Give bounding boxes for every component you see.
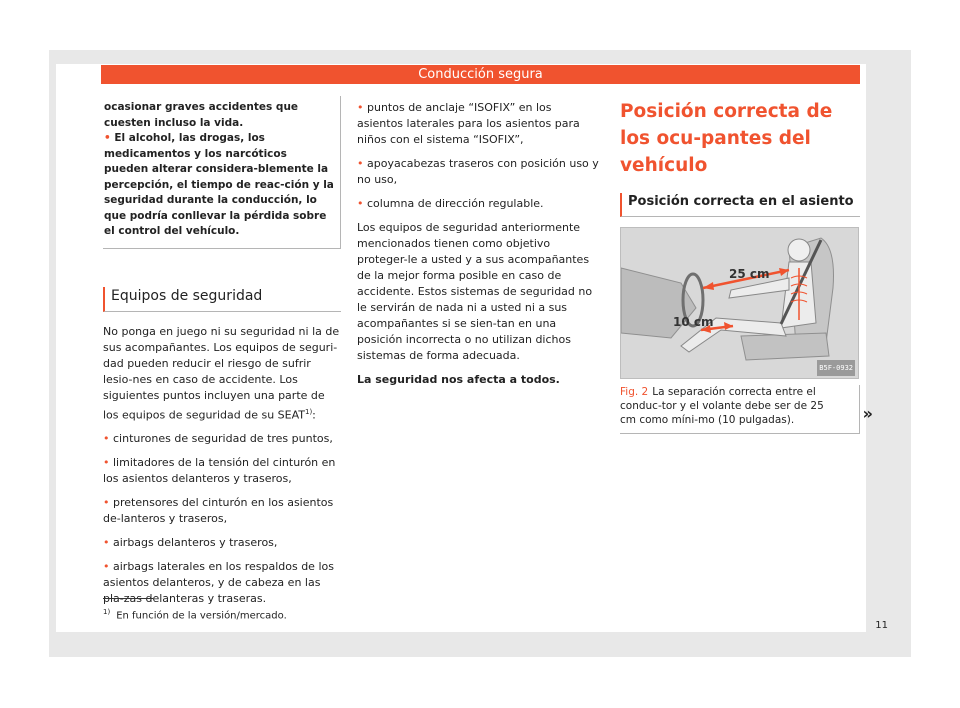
list-item (103, 495, 341, 527)
equipment-list-2 (357, 100, 601, 212)
warning-box (103, 96, 341, 249)
list-item-text: puntos de anclaje “ISOFIX” en los asientos laterales para los asientos para niños con el sistema “ISOFIX”, (357, 101, 580, 146)
distance-label-10: 10 cm (673, 315, 714, 329)
column-1 (103, 96, 341, 615)
bullet-icon: • (103, 560, 110, 574)
bullet-icon: • (104, 132, 111, 144)
list-item-text: limitadores de la tensión del cinturón en los asientos delanteros y traseros, (103, 456, 336, 486)
list-item-text: columna de dirección regulable. (367, 197, 544, 210)
column-3 (620, 98, 873, 434)
warning-line-1: ocasionar graves accidentes que cuesten incluso la vida. (104, 101, 299, 129)
page-number: 11 (875, 620, 888, 631)
safety-motto: La seguridad nos afecta a todos. (357, 373, 560, 386)
list-item-text: cinturones de seguridad de tres puntos, (113, 432, 333, 446)
footnote-ref[interactable]: 1) (304, 407, 313, 416)
continue-arrow-icon: » (862, 404, 873, 423)
list-item (357, 156, 601, 188)
bullet-icon: • (103, 536, 110, 550)
figure-caption-text: La separación correcta entre el conduc-tor y el volante debe ser de 25 cm como míni-mo (10 pulgadas). (620, 386, 824, 426)
chapter-header: Conducción segura (101, 65, 860, 84)
section-heading: Equipos de seguridad (103, 287, 341, 312)
list-item-text: airbags laterales en los respaldos de los asientos delanteros, y de cabeza en las pla-zas delanteras y traseras. (103, 560, 334, 606)
bullet-icon: • (103, 456, 110, 470)
column-2 (357, 100, 601, 396)
bullet-icon: • (357, 197, 364, 210)
seat-position-figure (620, 227, 859, 379)
equipment-list-1 (103, 431, 341, 607)
section-intro-text: No ponga en juego ni su seguridad ni la de sus acompañantes. Los equipos de seguri-dad pueden reducir el riesgo de sufrir lesio-nes en caso de accidente. Los siguientes puntos incluyen una parte de los equipos de seguridad de su SEAT (103, 324, 340, 422)
list-item (103, 455, 341, 487)
seat-illustration-icon (621, 228, 858, 378)
distance-label-25: 25 cm (729, 267, 770, 281)
warning-line-2 (104, 131, 334, 240)
section-intro (103, 324, 341, 424)
list-item (103, 559, 341, 607)
figure-caption (620, 385, 873, 434)
bullet-icon: • (103, 496, 110, 510)
footnote-divider (103, 598, 153, 599)
list-item-text: apoyacabezas traseros con posición uso y no uso, (357, 157, 599, 186)
bullet-icon: • (103, 432, 110, 446)
warning-line-2-text: El alcohol, las drogas, los medicamentos y los narcóticos pueden alterar considera-blemente la percepción, el tiempo de reac-ción y la seguridad durante la conducción, lo que podría conllevar la pérdida sobre el control del vehículo. (104, 132, 334, 237)
list-item (103, 431, 341, 447)
bullet-icon: • (357, 101, 364, 114)
list-item-text: pretensores del cinturón en los asientos de-lanteros y traseros, (103, 496, 334, 526)
safety-paragraph: Los equipos de seguridad anteriormente mencionados tienen como objetivo proteger-le a usted y a sus acompañantes de la mejor forma posible en caso de accidente. Estos sistemas de seguridad no le servirán de nada ni a usted ni a sus acompañantes si se sien-tan en una posición incorrecta o no utilizan dichos sistemas de forma adecuada. (357, 221, 593, 362)
bullet-icon: • (357, 157, 364, 170)
footnote (103, 606, 287, 622)
section-intro-end: : (312, 408, 316, 422)
subsection-heading: Posición correcta en el asiento (620, 193, 860, 217)
list-item-text: airbags delanteros y traseros, (113, 536, 278, 550)
page-title: Posición correcta de los ocu-pantes del vehículo (620, 101, 833, 176)
figure-code: B5F-0932 (817, 360, 855, 376)
footnote-mark: 1) (103, 608, 111, 616)
list-item (357, 100, 601, 148)
list-item (357, 196, 601, 212)
footnote-text: En función de la versión/mercado. (116, 610, 287, 622)
figure-label: Fig. 2 (620, 386, 649, 398)
list-item (103, 535, 341, 551)
